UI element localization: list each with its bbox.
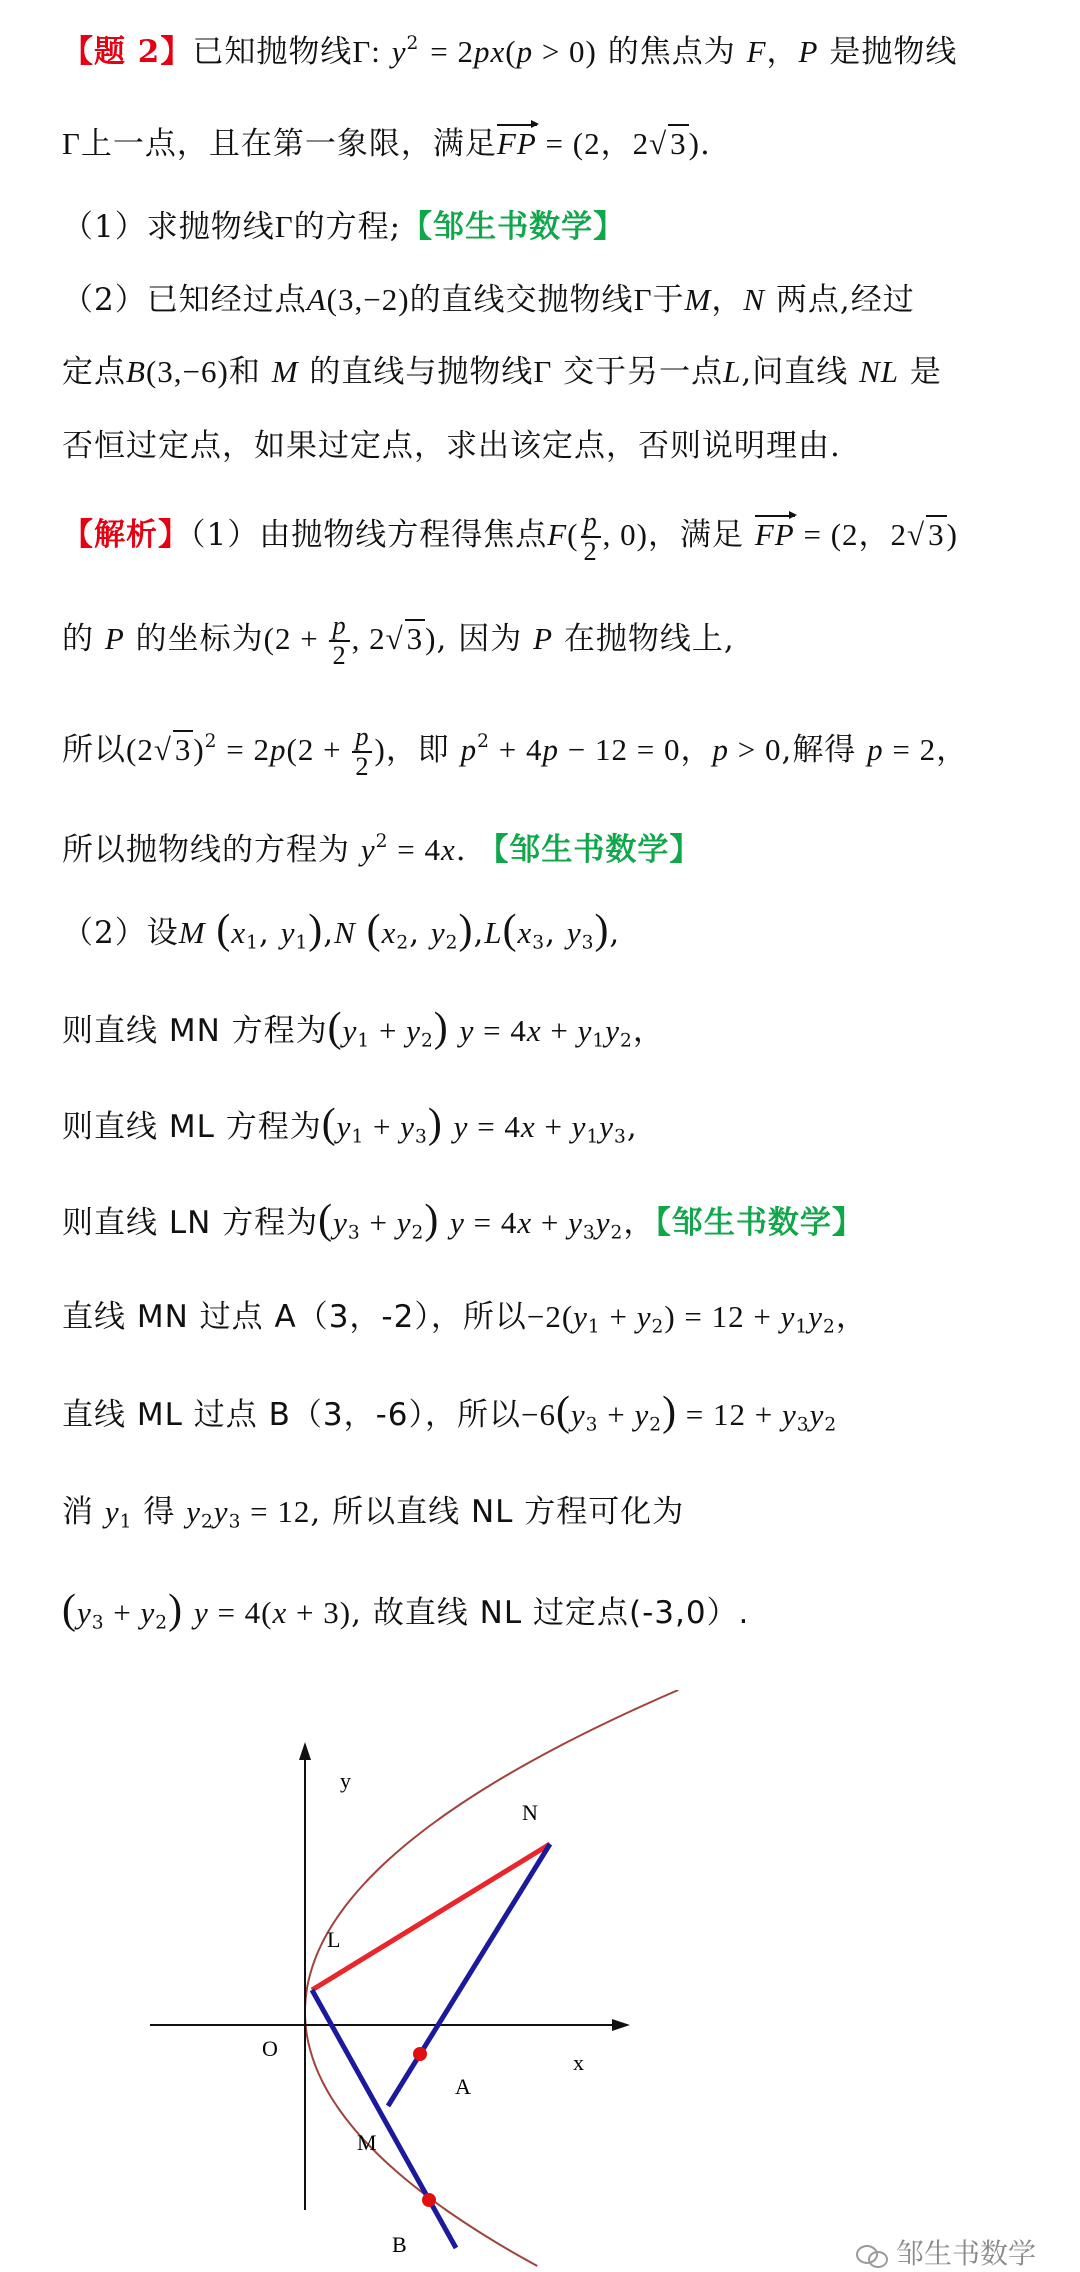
text: 故直线 NL 过定点(-3,0）.: [372, 1595, 750, 1631]
text: 因为: [458, 621, 523, 658]
line-ml-equation: 则直线 ML 方程为$(y_1 + y_3) y = 4x + y_1y_3$,: [62, 1101, 638, 1148]
text: 已知抛物线: [192, 34, 353, 71]
question-2-line-1: （2）已知经过点A(3,−2)的直线交抛物线Γ于M，N 两点,经过: [62, 282, 915, 318]
text: 在抛物线上,: [563, 621, 735, 658]
solution-line-1: 【解析】（1）由抛物线方程得焦点F( $\frac{p}{2}$ , 0)，满足 FP = (2，2√3): [62, 507, 958, 566]
brand-tag: 【邹生书数学】: [401, 209, 626, 245]
text: 交于另一点: [563, 354, 724, 390]
text: 两点,经过: [775, 282, 915, 318]
problem-line-1: 【题 2】已知抛物线Γ: $y^2 = 2px(p > 0)$ 的焦点为 F，P 是抛物线: [62, 33, 958, 71]
text: （1）求抛物线: [62, 209, 275, 245]
y-axis-arrow: [299, 1742, 311, 1760]
text: ，即: [385, 732, 450, 769]
text: 的直线与抛物线: [309, 354, 534, 390]
solution-line-4: 所以抛物线的方程为 $y^2 = 4x$. 【邹生书数学】: [62, 831, 702, 869]
label-b: B: [392, 2232, 407, 2257]
text: 上一点，且在第一象限，满足: [80, 126, 497, 162]
text: 于: [652, 282, 685, 318]
text: 则直线 MN 方程为: [62, 1013, 328, 1049]
line-ln: [312, 1844, 550, 1990]
question-2-line-3: [62, 424, 841, 468]
watermark-text: 邹生书数学: [896, 2237, 1037, 2270]
point-a: [413, 2047, 427, 2061]
fraction: $\frac{p}{2}$: [352, 723, 372, 780]
line-mn-equation: 则直线 MN 方程为$(y_1 + y_2) y = 4x + y_1y_2$，: [62, 1005, 665, 1052]
line-ln-equation: 则直线 LN 方程为$(y_3 + y_2) y = 4x + y_3y_2$，【邹生书数学】: [62, 1197, 864, 1244]
text: 则直线 ML 方程为: [62, 1109, 322, 1145]
text: 所以抛物线的方程为: [62, 832, 350, 869]
wechat-icon: [856, 2243, 890, 2267]
line-nm: [388, 1844, 550, 2106]
text: 则直线 LN 方程为: [62, 1205, 319, 1241]
text: （2）设: [62, 915, 179, 951]
parabola-curve: [305, 1690, 678, 2266]
watermark: [856, 2232, 1036, 2272]
brand-tag: 【邹生书数学】: [477, 832, 702, 869]
text: 的直线交抛物线: [409, 282, 634, 318]
solution-part-2: （2）设M ($x_1$, $y_1),N$ ($x_2$, $y_2),L(x_3$, $y_3$),: [62, 907, 621, 954]
problem-line-2: Γ上一点，且在第一象限，满足FP = (2，2√3).: [62, 122, 711, 166]
text: 是: [909, 354, 942, 390]
text: 是抛物线: [829, 34, 958, 71]
solution-line-2: 的 P 的坐标为(2 + $\frac{p}{2}$ , 2√3), 因为 P 在抛物线上,: [62, 611, 735, 670]
label-n: N: [522, 1800, 538, 1825]
brand-tag: 【邹生书数学】: [655, 1205, 864, 1241]
text: 满足: [680, 517, 744, 554]
text: 消: [62, 1494, 94, 1530]
text: 所以: [62, 732, 126, 769]
fraction: $\frac{p}{2}$: [581, 508, 601, 565]
text: （1）由抛物线方程得焦点: [190, 517, 548, 554]
text: 的焦点为: [607, 34, 736, 71]
text: 问直线: [752, 354, 849, 390]
line-mn-through-a: 直线 MN 过点 A（3，-2），所以$-2(y_1 + y_2) = 12 + y_1y_2$，: [62, 1299, 868, 1338]
text: 直线 ML 过点 B（3，-6），所以: [62, 1397, 521, 1433]
final-conclusion: $(y_3 + y_2) y = 4(x + 3)$, 故直线 NL 过定点(-3,0）.: [62, 1587, 750, 1634]
solution-line-3: 所以$(2√3)^2 = 2p(2$ + $\frac{p}{2}$ )，即 $p^2 + 4p - 12 = 0$，p > 0,解得 p = 2，: [62, 721, 969, 781]
text: （2）已知经过点: [62, 282, 307, 318]
eliminate-line: 消 $y_1$ 得 $y_2y_3 = 12$, 所以直线 NL 方程可化为: [62, 1494, 685, 1533]
parabola-figure: [0, 1690, 1080, 2270]
problem-tag: 【题 2】: [62, 34, 193, 71]
text: 的: [62, 621, 94, 658]
line-ml-through-b: 直线 ML 过点 B（3，-6），所以$-6(y_3 + y_2) = 12 + y_3y_2$: [62, 1389, 838, 1436]
text: 得: [143, 1494, 176, 1530]
point-b: [422, 2193, 436, 2207]
label-y: y: [340, 1768, 351, 1793]
text: 解得: [792, 732, 857, 769]
label-l: L: [327, 1927, 341, 1952]
solution-tag: 【解析】: [62, 517, 190, 554]
text: 和: [228, 354, 261, 390]
text: 的方程;: [293, 209, 402, 245]
label-a: A: [455, 2074, 471, 2099]
fraction: $\frac{p}{2}$: [329, 612, 349, 669]
label-m: M: [357, 2130, 377, 2155]
label-x: x: [573, 2050, 584, 2075]
text: 的坐标为: [135, 621, 264, 658]
question-1: （1）求抛物线Γ的方程;【邹生书数学】: [62, 209, 626, 245]
text: 直线 MN 过点 A（3，-2），所以: [62, 1299, 527, 1335]
x-axis-arrow: [612, 2019, 630, 2031]
text: 否恒过定点，如果过定点，求出该定点，否则说明理由.: [62, 428, 841, 464]
text: 所以直线 NL 方程可化为: [332, 1494, 685, 1530]
text: 定点: [62, 354, 126, 390]
label-o: O: [262, 2036, 278, 2061]
question-2-line-2: 定点B(3,−6)和 M 的直线与抛物线Γ 交于另一点L,问直线 NL 是: [62, 354, 942, 390]
